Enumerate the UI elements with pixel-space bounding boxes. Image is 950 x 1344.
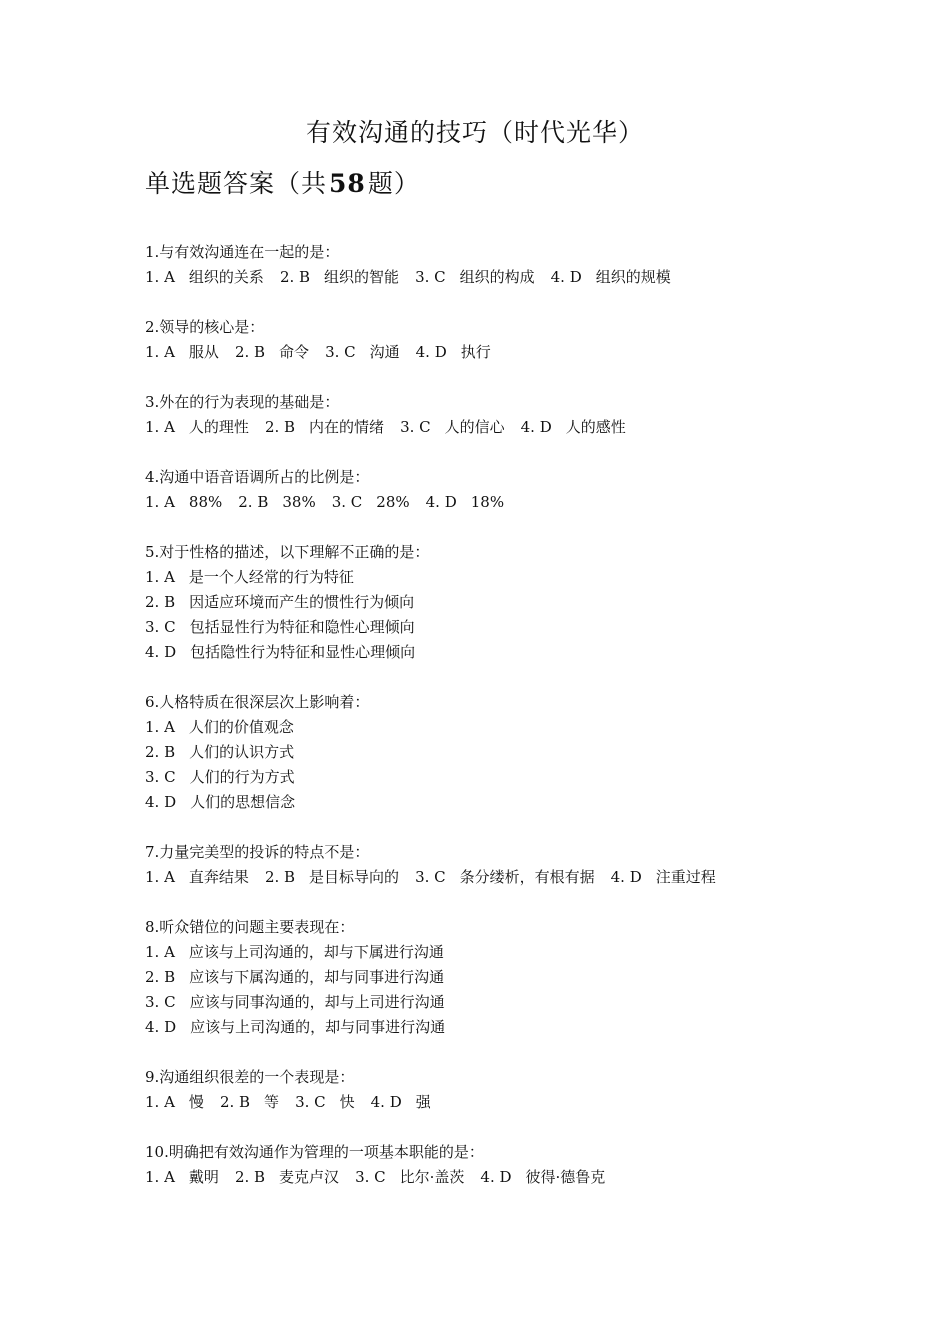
document-title: 有效沟通的技巧（时代光华） (305, 118, 644, 147)
option-label: 4. D (145, 1018, 177, 1036)
option-label: 4. D (415, 343, 447, 361)
answer-option (265, 415, 384, 440)
question-text: 10.明确把有效沟通作为管理的一项基本职能的是： (145, 1143, 484, 1161)
answer-option (145, 740, 845, 765)
option-row (145, 865, 845, 890)
option-label: 1. A (145, 568, 175, 586)
question-item (145, 840, 845, 890)
option-text: 麦克卢汉 (279, 1168, 340, 1186)
option-text: 彼得·德鲁克 (525, 1168, 606, 1186)
answer-option (145, 990, 845, 1015)
answer-option (521, 415, 626, 440)
option-label: 2. B (145, 743, 176, 761)
answer-option (235, 1165, 339, 1190)
option-label: 4. D (480, 1168, 512, 1186)
option-label: 2. B (145, 968, 176, 986)
option-label: 2. B (234, 1168, 266, 1186)
option-label: 1. A (145, 1093, 175, 1111)
question-text: 9.沟通组织很差的一个表现是： (145, 1068, 355, 1086)
answer-option (238, 490, 315, 515)
option-text: 18% (470, 493, 505, 511)
question-text: 4.沟通中语音语调所占的比例是： (145, 468, 370, 486)
answer-option (480, 1165, 605, 1190)
answer-option (145, 490, 222, 515)
option-label: 1. A (145, 943, 175, 961)
option-label: 4. D (520, 418, 552, 436)
question-item (145, 690, 845, 815)
option-row (145, 415, 845, 440)
question-item (145, 540, 845, 665)
option-label: 4. D (145, 643, 177, 661)
option-text: 快 (339, 1093, 355, 1111)
option-text: 是一个人经常的行为特征 (188, 568, 354, 586)
option-text: 应该与上司沟通的，却与同事进行沟通 (190, 1018, 446, 1036)
option-text: 直奔结果 (188, 868, 249, 886)
option-text: 沟通 (369, 343, 400, 361)
answer-option (371, 1090, 431, 1115)
option-label: 1. A (145, 268, 175, 286)
option-text: 命令 (279, 343, 310, 361)
option-text: 服从 (188, 343, 219, 361)
section-heading (145, 167, 420, 201)
option-text: 组织的规模 (595, 268, 671, 286)
option-text: 38% (282, 493, 316, 511)
option-label: 2. B (238, 493, 269, 511)
answer-option (551, 265, 671, 290)
option-label: 4. D (610, 868, 642, 886)
answer-option (416, 340, 491, 365)
answer-option (265, 865, 399, 890)
option-label: 2. B (145, 593, 176, 611)
option-label: 1. A (145, 493, 175, 511)
option-text: 人的感性 (565, 418, 626, 436)
question-item (145, 240, 845, 290)
option-label: 4. D (370, 1093, 402, 1111)
option-text: 应该与同事沟通的，却与上司进行沟通 (189, 993, 445, 1011)
question-text: 8.听众错位的问题主要表现在： (145, 918, 355, 936)
option-text: 人们的价值观念 (188, 718, 294, 736)
answer-option (355, 1165, 464, 1190)
option-label: 4. D (550, 268, 582, 286)
option-label: 2. B (264, 418, 296, 436)
question-item (145, 390, 845, 440)
question-list (145, 240, 845, 1215)
answer-option (611, 865, 716, 890)
option-row (145, 490, 845, 515)
option-text: 包括隐性行为特征和显性心理倾向 (190, 643, 416, 661)
answer-option (145, 640, 845, 665)
question-text: 7.力量完美型的投诉的特点不是： (145, 843, 370, 861)
option-label: 3. C (325, 343, 356, 361)
option-text: 内在的情绪 (309, 418, 385, 436)
option-text: 是目标导向的 (309, 868, 400, 886)
option-text: 强 (415, 1093, 431, 1111)
question-item (145, 315, 845, 365)
answer-option (145, 565, 845, 590)
answer-option (295, 1090, 355, 1115)
option-label: 2. B (234, 343, 266, 361)
option-text: 人的理性 (188, 418, 249, 436)
option-label: 1. A (145, 418, 175, 436)
answer-option (325, 340, 400, 365)
question-item (145, 1140, 845, 1190)
option-row (145, 1090, 845, 1115)
question-count: 58 (329, 169, 366, 198)
question-text: 5.对于性格的描述，以下理解不正确的是： (145, 543, 430, 561)
section-heading-prefix: 单选题答案（共 (145, 169, 328, 198)
answer-option (400, 415, 505, 440)
answer-option (415, 865, 595, 890)
section-heading-suffix: 题） (367, 169, 420, 198)
answer-option (145, 765, 845, 790)
option-text: 88% (188, 493, 223, 511)
question-text: 1.与有效沟通连在一起的是： (145, 243, 340, 261)
option-text: 条分缕析，有根有据 (459, 868, 595, 886)
option-text: 包括显性行为特征和隐性心理倾向 (189, 618, 415, 636)
option-label: 3. C (145, 768, 176, 786)
option-label: 3. C (331, 493, 363, 511)
option-text: 戴明 (188, 1168, 219, 1186)
answer-option (235, 340, 309, 365)
option-row (145, 265, 845, 290)
option-text: 人的信心 (444, 418, 505, 436)
option-text: 应该与下属沟通的，却与同事进行沟通 (189, 968, 445, 986)
option-text: 应该与上司沟通的，却与下属进行沟通 (188, 943, 444, 961)
option-text: 人们的行为方式 (189, 768, 295, 786)
option-label: 2. B (279, 268, 311, 286)
answer-option (145, 415, 249, 440)
option-text: 28% (376, 493, 410, 511)
option-label: 4. D (145, 793, 177, 811)
answer-option (220, 1090, 279, 1115)
option-text: 组织的关系 (188, 268, 264, 286)
option-label: 2. B (264, 868, 296, 886)
option-text: 注重过程 (655, 868, 716, 886)
answer-option (145, 965, 845, 990)
question-text: 2.领导的核心是： (145, 318, 265, 336)
option-label: 4. D (425, 493, 457, 511)
option-text: 组织的智能 (324, 268, 400, 286)
answer-option (332, 490, 410, 515)
answer-option (145, 715, 845, 740)
answer-option (145, 265, 264, 290)
answer-option (145, 865, 249, 890)
option-text: 人们的思想信念 (190, 793, 296, 811)
answer-option (145, 1015, 845, 1040)
option-label: 1. A (145, 1168, 175, 1186)
answer-option (145, 340, 219, 365)
option-label: 3. C (415, 268, 446, 286)
question-item (145, 465, 845, 515)
option-row (145, 340, 845, 365)
answer-option (145, 1090, 204, 1115)
question-text: 6.人格特质在很深层次上影响着： (145, 693, 370, 711)
answer-option (145, 590, 845, 615)
option-text: 慢 (188, 1093, 204, 1111)
option-label: 3. C (355, 1168, 386, 1186)
option-label: 3. C (400, 418, 431, 436)
option-label: 1. A (145, 343, 175, 361)
option-text: 因适应环境而产生的惯性行为倾向 (189, 593, 415, 611)
option-row (145, 1165, 845, 1190)
option-text: 组织的构成 (459, 268, 535, 286)
option-label: 1. A (145, 718, 175, 736)
answer-option (145, 615, 845, 640)
answer-option (415, 265, 535, 290)
option-text: 执行 (460, 343, 491, 361)
option-label: 3. C (415, 868, 446, 886)
question-item (145, 915, 845, 1040)
option-label: 3. C (295, 1093, 326, 1111)
option-label: 2. B (219, 1093, 251, 1111)
option-label: 1. A (145, 868, 175, 886)
answer-option (145, 790, 845, 815)
answer-option (145, 1165, 219, 1190)
option-text: 比尔·盖茨 (399, 1168, 465, 1186)
answer-option (280, 265, 399, 290)
question-text: 3.外在的行为表现的基础是： (145, 393, 340, 411)
option-text: 人们的认识方式 (189, 743, 295, 761)
answer-option (145, 940, 845, 965)
option-text: 等 (264, 1093, 280, 1111)
option-label: 3. C (145, 618, 176, 636)
question-item (145, 1065, 845, 1115)
option-label: 3. C (145, 993, 176, 1011)
answer-option (426, 490, 504, 515)
